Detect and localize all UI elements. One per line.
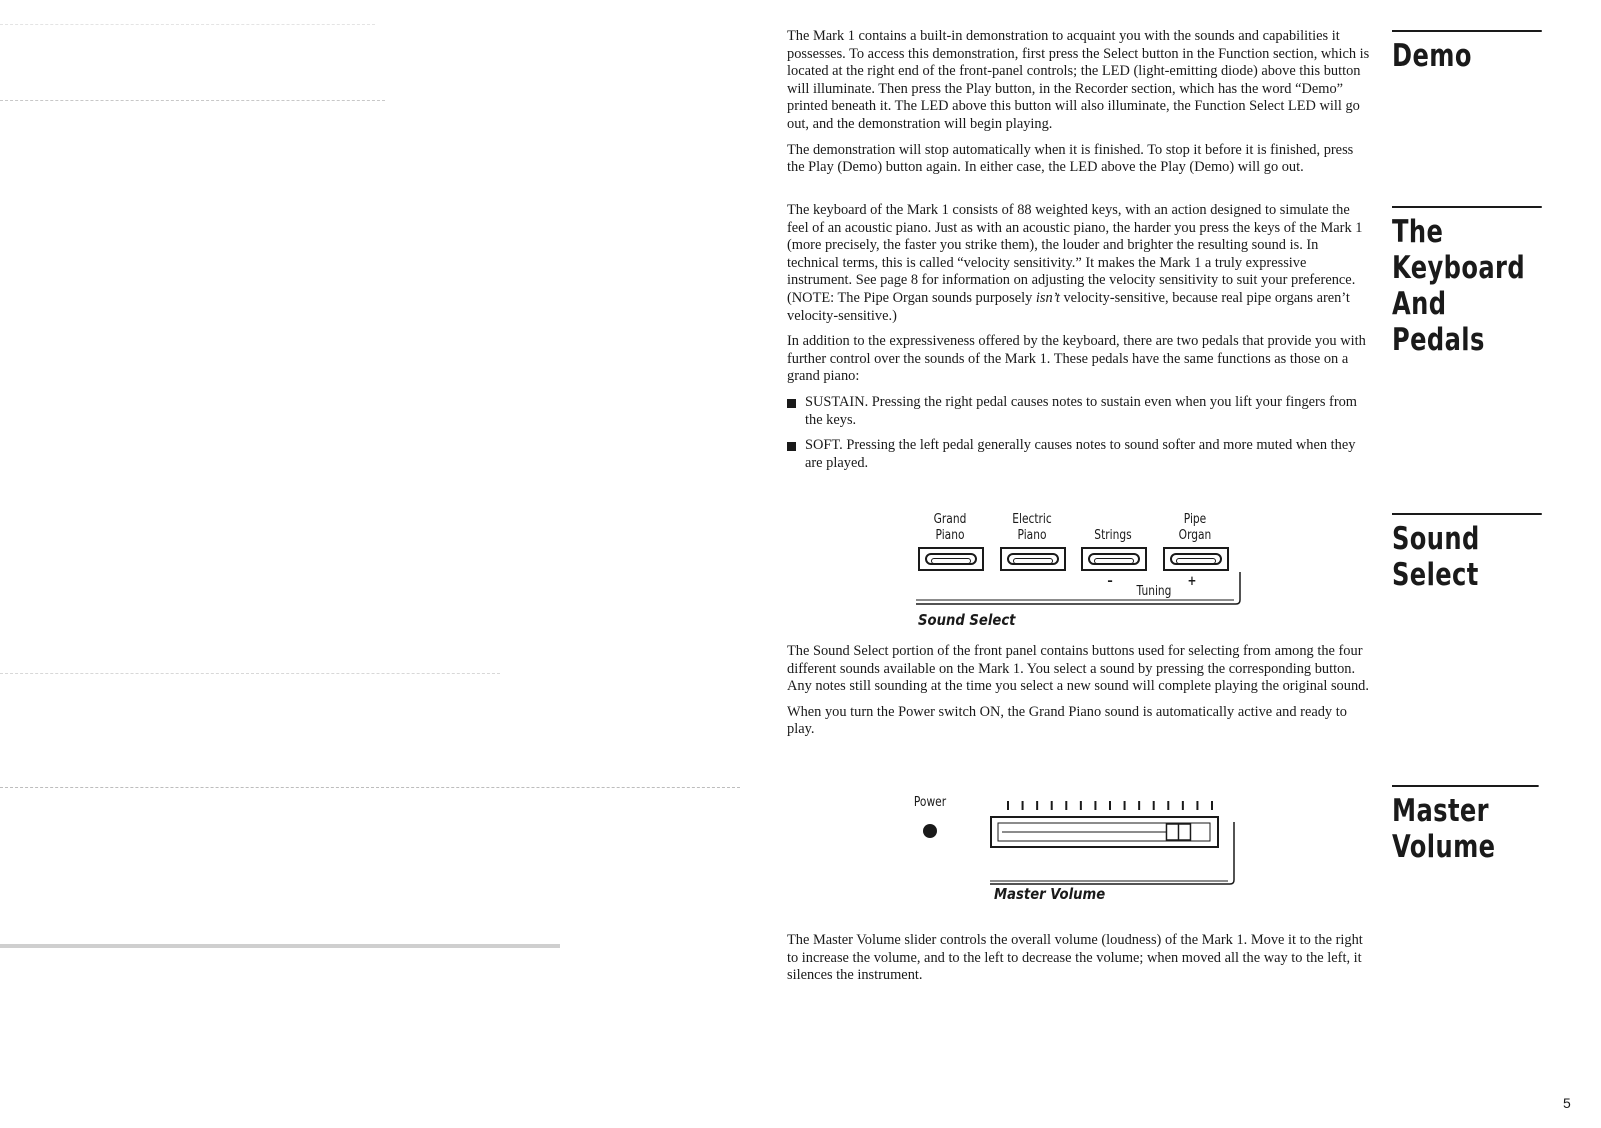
sound-select-heading-text: Sound Select xyxy=(1392,521,1480,593)
scan-artifact-line xyxy=(0,24,375,25)
keyboard-paragraph-1 xyxy=(787,202,1372,325)
label-electric-piano-line1: Electric xyxy=(1012,512,1052,527)
volume-scale-ticks xyxy=(1005,800,1225,812)
pedal-bullet-soft: SOFT. Pressing the left pedal generally causes notes to sound softer and more muted when they are played. xyxy=(787,437,1372,472)
keyboard-heading-line2: And Pedals xyxy=(1392,286,1485,358)
pedal-bullet-sustain: SUSTAIN. Pressing the right pedal causes notes to sustain even when you lift your fingers from the keys. xyxy=(787,394,1372,429)
demo-body xyxy=(787,28,1372,185)
tuning-plus-sign: + xyxy=(1187,574,1197,589)
keyboard-p1-text-end: velocity-sensitive, because real pipe organs aren’t velocity-sensitive.) xyxy=(787,289,1350,324)
sound-select-paragraph-1: The Sound Select portion of the front panel contains buttons used for selecting from among the four different sounds available on the Mark 1. You select a sound by pressing the corresponding button. Any notes still sounding at the time you select a new sound will complete playing the original sound. xyxy=(787,643,1369,695)
power-label: Power xyxy=(913,795,947,810)
demo-paragraph-1: The Mark 1 contains a built-in demonstration to acquaint you with the sounds and capabilities it possesses. To access this demonstration, first press the Select button in the Function section, which is located at the right end of the front-panel controls; the LED (light-emitting diode) above this button will illuminate. Then press the Play button, in the Recorder section, which has the word “Demo” printed beneath it. The LED above this button will also illuminate, the Function Select LED will go out, and the demonstration will begin playing. xyxy=(787,28,1370,132)
scan-artifact-line xyxy=(0,673,500,674)
master-volume-heading-line1: Master xyxy=(1392,793,1490,829)
grand-piano-button[interactable] xyxy=(918,547,984,571)
master-volume-heading xyxy=(1392,785,1539,865)
keyboard-heading xyxy=(1392,206,1542,358)
label-electric-piano xyxy=(1006,512,1058,544)
label-grand-piano-line1: Grand xyxy=(933,512,967,527)
keyboard-p1-emphasis: isn’t xyxy=(1035,289,1060,306)
sound-select-paragraph-2: When you turn the Power switch ON, the Grand Piano sound is automatically active and ready to play. xyxy=(787,703,1347,738)
demo-paragraph-2: The demonstration will stop automatically when it is finished. To stop it before it is finished, press the Play (Demo) button again. In either case, the LED above the Play (Demo) will go out. xyxy=(787,141,1354,176)
power-led-icon[interactable] xyxy=(923,824,937,838)
page-number: 5 xyxy=(1563,1095,1571,1111)
demo-heading xyxy=(1392,30,1542,74)
label-grand-piano-line2: Piano xyxy=(935,528,965,543)
keyboard-heading-line1: The Keyboard xyxy=(1392,214,1526,286)
master-volume-heading-line2: Volume xyxy=(1392,829,1496,865)
label-pipe-organ-line2: Organ xyxy=(1178,528,1212,543)
keyboard-p1-text: The keyboard of the Mark 1 consists of 88 weighted keys, with an action designed to simulate the feel of an acoustic piano. Just as with an acoustic piano, the harder you press the keys of the Mark 1 (more precisely, the faster you strike them), the louder and brighter the resulting sound is. In technical terms, this is called “velocity sensitivity.” It makes the Mark 1 a truly expressive instrument. See page 8 for information on adjusting the velocity sensitivity to suit your preference. (NOTE: The Pipe Organ sounds purposely xyxy=(787,202,1363,306)
volume-slider-knob xyxy=(1166,824,1190,840)
scan-artifact-line xyxy=(0,787,740,788)
label-pipe-organ xyxy=(1169,512,1221,544)
sound-select-bracket xyxy=(916,572,1246,612)
strings-button[interactable] xyxy=(1081,547,1147,571)
master-volume-paragraph: The Master Volume slider controls the overall volume (loudness) of the Mark 1. Move it to the right to increase the volume, and to the left to decrease the volume; when moved all the way to the left, it silences the instrument. xyxy=(787,932,1363,984)
demo-heading-text: Demo xyxy=(1392,38,1472,74)
master-volume-body xyxy=(787,932,1372,993)
scan-artifact-line xyxy=(0,100,385,101)
label-grand-piano xyxy=(924,512,976,544)
master-volume-panel-title: Master Volume xyxy=(994,885,1106,903)
keyboard-body xyxy=(787,202,1372,480)
tuning-minus-sign: – xyxy=(1107,574,1113,589)
scan-artifact-line xyxy=(0,944,560,948)
sound-select-body xyxy=(787,643,1372,747)
label-strings-line: Strings xyxy=(1094,528,1132,543)
sound-select-heading xyxy=(1392,513,1542,593)
tuning-label: Tuning xyxy=(1136,584,1172,599)
sound-select-panel-title: Sound Select xyxy=(918,611,1016,629)
label-pipe-organ-line1: Pipe xyxy=(1183,512,1207,527)
keyboard-paragraph-2: In addition to the expressiveness offered by the keyboard, there are two pedals that provide you with further control over the sounds of the Mark 1. These pedals have the same functions as those on a grand piano: xyxy=(787,333,1366,385)
electric-piano-button[interactable] xyxy=(1000,547,1066,571)
label-strings xyxy=(1087,528,1139,544)
pipe-organ-button[interactable] xyxy=(1163,547,1229,571)
label-electric-piano-line2: Piano xyxy=(1017,528,1047,543)
